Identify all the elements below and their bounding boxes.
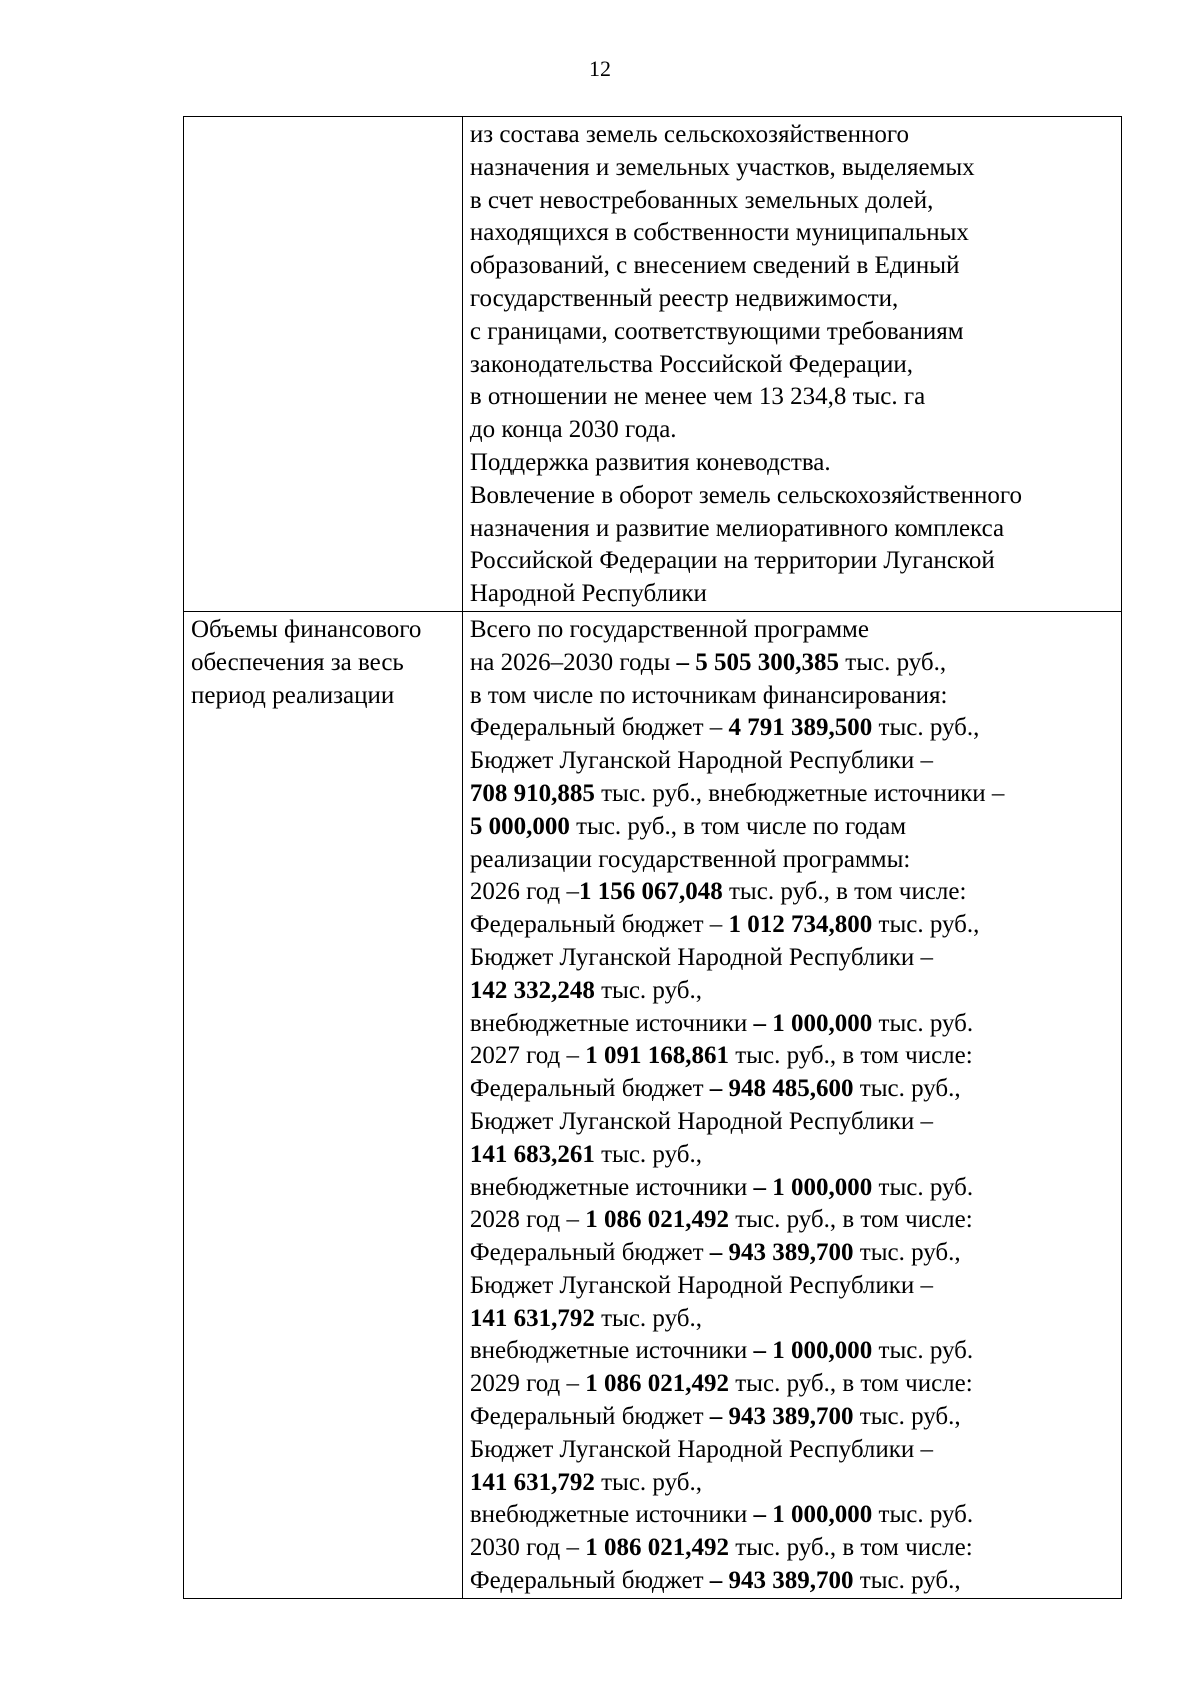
amount-value: – 943 389,700 — [709, 1403, 854, 1431]
text-segment: тыс. руб., — [853, 1075, 961, 1103]
text-segment: тыс. руб., в том числе: — [729, 1534, 973, 1562]
text-segment: тыс. руб. — [872, 1501, 974, 1529]
text-segment: тыс. руб., — [594, 1140, 702, 1168]
amount-value: 5 000,000 — [469, 812, 570, 840]
text-segment: тыс. руб., — [853, 1567, 961, 1595]
text-segment: тыс. руб., в том числе по годам — [569, 812, 907, 840]
row1-right-cell — [462, 117, 1121, 612]
text-segment: Бюджет Луганской Народной Республики – — [469, 1107, 934, 1135]
amount-value: 141 631,792 — [469, 1304, 595, 1332]
text-line — [470, 1139, 1117, 1172]
text-line — [470, 283, 1117, 316]
amount-value: 142 332,248 — [469, 976, 595, 1004]
text-line — [470, 1073, 1117, 1106]
table-row-tasks-continuation — [184, 117, 1122, 612]
financing-text-block — [470, 614, 1117, 1598]
text-line — [470, 1368, 1117, 1401]
text-segment: тыс. руб., — [594, 1304, 702, 1332]
text-line — [470, 975, 1117, 1008]
text-segment: Бюджет Луганской Народной Республики – — [469, 943, 934, 971]
amount-value: 708 910,885 — [469, 779, 595, 807]
text-segment: 2026 год – — [469, 878, 579, 906]
amount-value: 4 791 389,500 — [728, 714, 873, 742]
text-segment: тыс. руб., — [839, 648, 947, 676]
text-line — [470, 480, 1117, 513]
text-line — [470, 250, 1117, 283]
text-segment: тыс. руб., — [872, 714, 980, 742]
amount-value: – 948 485,600 — [709, 1075, 854, 1103]
text-segment: тыс. руб., — [594, 1468, 702, 1496]
text-line — [470, 1434, 1117, 1467]
table-row-financing — [184, 611, 1122, 1598]
text-segment: тыс. руб., в том числе: — [729, 1370, 973, 1398]
row2-left-cell — [184, 611, 463, 1598]
text-line — [470, 647, 1117, 680]
amount-value: 1 086 021,492 — [585, 1206, 729, 1234]
text-segment: в отношении не менее чем 13 234,8 тыс. га — [469, 383, 926, 411]
text-segment: до конца 2030 года. — [469, 416, 677, 444]
text-segment: Федеральный бюджет — [469, 1239, 710, 1267]
text-line — [470, 578, 1117, 611]
text-segment: находящихся в собственности муниципальных — [469, 219, 969, 247]
text-segment: Федеральный бюджет — [469, 1403, 710, 1431]
passport-table — [183, 116, 1122, 1599]
text-line — [470, 185, 1117, 218]
amount-value: – 943 389,700 — [709, 1567, 854, 1595]
text-segment: законодательства Российской Федерации, — [469, 350, 914, 378]
text-line — [470, 1040, 1117, 1073]
page-number: 12 — [589, 56, 611, 81]
text-segment: внебюджетные источники — [469, 1009, 754, 1037]
text-line — [470, 1204, 1117, 1237]
text-line — [470, 1237, 1117, 1270]
amount-value: 1 086 021,492 — [585, 1534, 729, 1562]
text-segment: Российской Федерации на территории Луганской — [469, 547, 995, 575]
text-segment: Вовлечение в оборот земель сельскохозяйственного — [469, 481, 1023, 509]
row1-left-cell — [184, 117, 463, 612]
text-segment: образований, с внесением сведений в Единый — [469, 252, 960, 280]
text-segment: тыс. руб. — [872, 1009, 974, 1037]
text-line — [470, 712, 1117, 745]
text-segment: внебюджетные источники — [469, 1501, 754, 1529]
text-line — [470, 614, 1117, 647]
text-line — [470, 1270, 1117, 1303]
text-segment: Федеральный бюджет — [469, 1567, 710, 1595]
text-line — [470, 778, 1117, 811]
text-segment: в счет невостребованных земельных долей, — [469, 186, 934, 214]
row2-right-cell — [462, 611, 1121, 1598]
text-line — [470, 381, 1117, 414]
amount-value: 1 091 168,861 — [585, 1042, 729, 1070]
row1-text-block — [470, 119, 1117, 611]
text-line — [470, 680, 1117, 713]
amount-value: – 943 389,700 — [709, 1239, 854, 1267]
text-segment: тыс. руб., — [853, 1239, 961, 1267]
text-segment: Федеральный бюджет – — [469, 911, 729, 939]
text-segment: тыс. руб., в том числе: — [729, 1042, 973, 1070]
label-line: Объемы финансового — [191, 615, 422, 643]
text-line — [470, 1532, 1117, 1565]
text-segment: внебюджетные источники — [469, 1173, 754, 1201]
text-segment: Федеральный бюджет – — [469, 714, 729, 742]
text-segment: тыс. руб., в том числе: — [729, 1206, 973, 1234]
text-segment: тыс. руб., — [594, 976, 702, 1004]
text-line — [470, 316, 1117, 349]
text-line — [470, 909, 1117, 942]
text-segment: в том числе по источникам финансирования: — [469, 681, 948, 709]
text-segment: 2029 год – — [469, 1370, 586, 1398]
text-segment: 2028 год – — [469, 1206, 586, 1234]
text-segment: назначения и развитие мелиоративного комплекса — [469, 514, 1005, 542]
text-line — [470, 1303, 1117, 1336]
text-line — [470, 1499, 1117, 1532]
text-segment: тыс. руб., в том числе: — [722, 878, 967, 906]
label-line: обеспечения за весь — [191, 648, 404, 676]
text-segment: Федеральный бюджет — [469, 1075, 710, 1103]
text-segment: 2030 год – — [469, 1534, 586, 1562]
text-segment: Всего по государственной программе — [469, 615, 869, 643]
text-segment: Бюджет Луганской Народной Республики – — [469, 1271, 934, 1299]
amount-value: – 1 000,000 — [753, 1501, 873, 1529]
text-segment: Народной Республики — [469, 580, 707, 608]
financing-label — [191, 614, 458, 712]
text-line — [470, 152, 1117, 185]
text-line — [470, 811, 1117, 844]
text-line — [470, 447, 1117, 480]
text-segment: Бюджет Луганской Народной Республики – — [469, 1435, 934, 1463]
amount-value: 1 156 067,048 — [579, 878, 723, 906]
text-segment: Бюджет Луганской Народной Республики – — [469, 747, 934, 775]
text-line — [470, 1565, 1117, 1598]
amount-value: 141 683,261 — [469, 1140, 595, 1168]
text-segment: 2027 год – — [469, 1042, 586, 1070]
text-segment: назначения и земельных участков, выделяемых — [469, 153, 975, 181]
text-segment: с границами, соответствующими требованиям — [469, 317, 964, 345]
text-line — [470, 349, 1117, 382]
text-segment: внебюджетные источники — [469, 1337, 754, 1365]
text-segment: тыс. руб. — [872, 1337, 974, 1365]
text-segment: тыс. руб., — [853, 1403, 961, 1431]
text-segment: Поддержка развития коневодства. — [469, 448, 831, 476]
text-line — [470, 1467, 1117, 1500]
text-line — [470, 942, 1117, 975]
text-line — [470, 217, 1117, 250]
amount-value: 1 086 021,492 — [585, 1370, 729, 1398]
text-line — [470, 1335, 1117, 1368]
text-segment: из состава земель сельскохозяйственного — [469, 121, 910, 148]
amount-value: – 5 505 300,385 — [676, 648, 840, 676]
text-line — [470, 1106, 1117, 1139]
text-line — [470, 745, 1117, 778]
text-line — [470, 545, 1117, 578]
text-line — [470, 876, 1117, 909]
amount-value: 141 631,792 — [469, 1468, 595, 1496]
text-segment: государственный реестр недвижимости, — [469, 284, 899, 312]
text-line — [470, 513, 1117, 546]
amount-value: – 1 000,000 — [753, 1009, 873, 1037]
amount-value: – 1 000,000 — [753, 1337, 873, 1365]
amount-value: – 1 000,000 — [753, 1173, 873, 1201]
amount-value: 1 012 734,800 — [728, 911, 873, 939]
text-line — [470, 1008, 1117, 1041]
text-segment: тыс. руб., внебюджетные источники – — [594, 779, 1005, 807]
text-line — [470, 119, 1117, 152]
label-line: период реализации — [191, 681, 395, 709]
text-segment: на 2026–2030 годы — [469, 648, 677, 676]
text-line — [470, 1401, 1117, 1434]
text-line — [470, 1172, 1117, 1205]
text-line — [470, 844, 1117, 877]
text-segment: тыс. руб. — [872, 1173, 974, 1201]
text-segment: тыс. руб., — [872, 911, 980, 939]
text-segment: реализации государственной программы: — [469, 845, 911, 873]
text-line — [470, 414, 1117, 447]
